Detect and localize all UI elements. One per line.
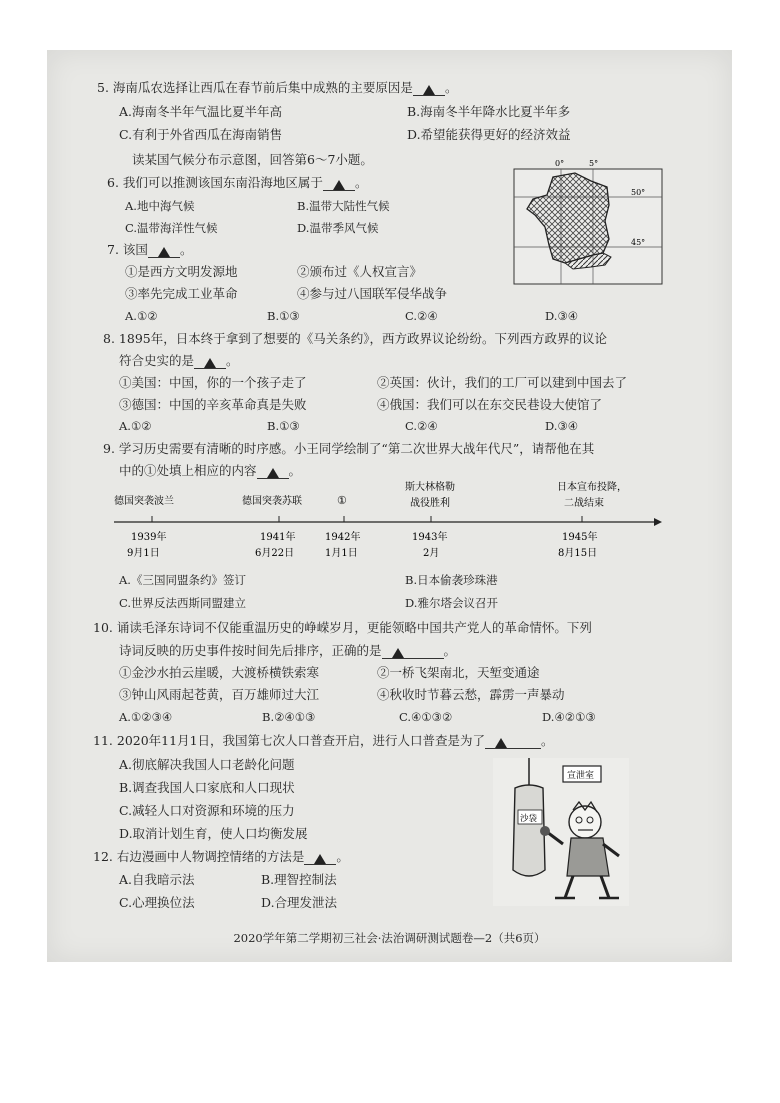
answer-triangle-icon — [314, 854, 326, 864]
answer-triangle-icon — [158, 247, 170, 257]
timeline-year-1: 1939年 — [131, 532, 167, 543]
q5-option-d: D.希望能获得更好的经济效益 — [407, 127, 571, 142]
timeline-event-4-line1: 斯大林格勒 — [405, 482, 455, 493]
venting-cartoon — [493, 758, 629, 906]
q12-option-a: A.自我暗示法 — [119, 872, 195, 887]
q8-stem-line2: 符合史实的是 。 — [119, 353, 239, 368]
q7-item-1: ①是西方文明发源地 — [125, 264, 238, 279]
q8-option-b: B.①③ — [267, 419, 300, 433]
timeline-event-4-line2: 战役胜利 — [410, 498, 450, 509]
answer-triangle-icon — [267, 468, 279, 478]
q6-option-b: B.温带大陆性气候 — [297, 199, 390, 213]
q10-item-3: ③钟山风雨起苍黄，百万雄师过大江 — [119, 687, 320, 702]
q11-stem: 11. 2020年11月1日，我国第七次人口普查开启，进行人口普查是为了 。 — [93, 733, 554, 748]
q9-option-d: D.雅尔塔会议召开 — [405, 596, 498, 610]
q10-option-d: D.④②①③ — [542, 710, 596, 724]
q9-option-c: C.世界反法西斯同盟建立 — [119, 596, 247, 610]
q5-option-c: C.有利于外省西瓜在海南销售 — [119, 127, 283, 142]
q10-item-1: ①金沙水拍云崖暖，大渡桥横铁索寒 — [119, 665, 320, 680]
q7-option-c: C.②④ — [405, 309, 438, 323]
q6-option-a: A.地中海气候 — [125, 199, 195, 213]
q7-item-4: ④参与过八国联军侵华战争 — [297, 286, 448, 301]
q10-item-2: ②一桥飞架南北，天堑变通途 — [377, 665, 540, 680]
map-lat-50: 50° — [631, 188, 646, 197]
q7-item-2: ②颁布过《人权宣言》 — [297, 264, 423, 279]
q9-option-b: B.日本偷袭珍珠港 — [405, 573, 498, 587]
answer-triangle-icon — [204, 358, 216, 368]
answer-triangle-icon — [392, 648, 404, 658]
q8-item-1: ①美国：中国，你的一个孩子走了 — [119, 375, 307, 390]
cartoon-bag-text: 沙袋 — [520, 814, 538, 824]
timeline-event-5-line1: 日本宣布投降， — [557, 482, 627, 493]
timeline-event-5-line2: 二战结束 — [564, 498, 604, 509]
exam-page — [47, 50, 732, 962]
q5-option-b: B.海南冬半年降水比夏半年多 — [407, 104, 571, 119]
q6-option-d: D.温带季风气候 — [297, 221, 379, 235]
q10-stem-line2: 诗词反映的历史事件按时间先后排序，正确的是 。 — [119, 643, 457, 658]
q9-stem-line2: 中的①处填上相应的内容 。 — [119, 463, 302, 478]
q7-stem: 7. 该国 。 — [107, 242, 193, 257]
q7-option-b: B.①③ — [267, 309, 300, 323]
q8-item-2: ②英国：伙计，我们的工厂可以建到中国去了 — [377, 375, 628, 390]
map-lon-0: 0° — [555, 159, 565, 168]
q8-option-d: D.③④ — [545, 419, 579, 433]
climate-map — [513, 155, 663, 285]
q10-option-c: C.④①③② — [399, 710, 453, 724]
timeline-year-3: 1942年 — [325, 532, 361, 543]
q9-option-a: A.《三国同盟条约》签订 — [119, 573, 246, 587]
timeline-date-4: 2月 — [423, 548, 440, 559]
timeline-event-3-blank: ① — [337, 494, 347, 507]
q11-option-b: B.调查我国人口家底和人口现状 — [119, 780, 295, 795]
q9-stem-line1: 9. 学习历史需要有清晰的时序感。小王同学绘制了“第二次世界大战年代尺”，请帮他在其 — [103, 441, 595, 456]
q11-option-a: A.彻底解决我国人口老龄化问题 — [119, 757, 295, 772]
timeline-date-5: 8月15日 — [558, 548, 598, 559]
cartoon-sign-text: 宣泄室 — [567, 771, 595, 781]
q12-stem: 12. 右边漫画中人物调控情绪的方法是 。 — [93, 849, 349, 864]
q10-option-b: B.②④①③ — [262, 710, 316, 724]
answer-triangle-icon — [423, 85, 435, 95]
q8-option-a: A.①② — [119, 419, 152, 433]
answer-triangle-icon — [333, 180, 345, 190]
q11-option-d: D.取消计划生育，使人口均衡发展 — [119, 826, 308, 841]
q5-stem: 5. 海南瓜农选择让西瓜在春节前后集中成熟的主要原因是 。 — [97, 80, 458, 95]
page-footer: 2020学年第二学期初三社会·法治调研测试题卷—2（共6页） — [233, 931, 546, 945]
q7-option-a: A.①② — [125, 309, 158, 323]
q11-option-c: C.减轻人口对资源和环境的压力 — [119, 803, 295, 818]
map-lat-45: 45° — [631, 238, 646, 247]
answer-triangle-icon — [495, 738, 507, 748]
timeline-year-5: 1945年 — [562, 532, 598, 543]
q12-option-c: C.心理换位法 — [119, 895, 195, 910]
timeline-date-3: 1月1日 — [325, 548, 358, 559]
q8-stem-line1: 8. 1895年，日本终于拿到了想要的《马关条约》，西方政界议论纷纷。下列西方政界的议论 — [103, 331, 607, 346]
q5-option-a: A.海南冬半年气温比夏半年高 — [119, 104, 283, 119]
map-lon-5: 5° — [589, 159, 599, 168]
timeline-event-2: 德国突袭苏联 — [242, 496, 302, 507]
timeline-year-4: 1943年 — [412, 532, 448, 543]
q7-option-d: D.③④ — [545, 309, 579, 323]
q10-item-4: ④秋收时节暮云愁，霹雳一声暴动 — [377, 687, 565, 702]
q10-option-a: A.①②③④ — [119, 710, 173, 724]
timeline-date-1: 9月1日 — [127, 548, 160, 559]
timeline-year-2: 1941年 — [260, 532, 296, 543]
timeline-date-2: 6月22日 — [255, 548, 295, 559]
q6-7-intro: 读某国气候分布示意图，回答第6～7小题。 — [132, 152, 373, 167]
q12-option-b: B.理智控制法 — [261, 872, 337, 887]
q7-item-3: ③率先完成工业革命 — [125, 286, 238, 301]
q10-stem-line1: 10. 诵读毛泽东诗词不仅能重温历史的峥嵘岁月，更能领略中国共产党人的革命情怀。下列 — [93, 620, 592, 635]
ww2-timeline — [109, 478, 669, 573]
q8-item-3: ③德国：中国的辛亥革命真是失败 — [119, 397, 307, 412]
timeline-event-1: 德国突袭波兰 — [114, 496, 174, 507]
q6-option-c: C.温带海洋性气候 — [125, 221, 218, 235]
q6-stem: 6. 我们可以推测该国东南沿海地区属于 。 — [107, 175, 368, 190]
q8-item-4: ④俄国：我们可以在东交民巷设大使馆了 — [377, 397, 603, 412]
q12-option-d: D.合理发泄法 — [261, 895, 338, 910]
q8-option-c: C.②④ — [405, 419, 438, 433]
